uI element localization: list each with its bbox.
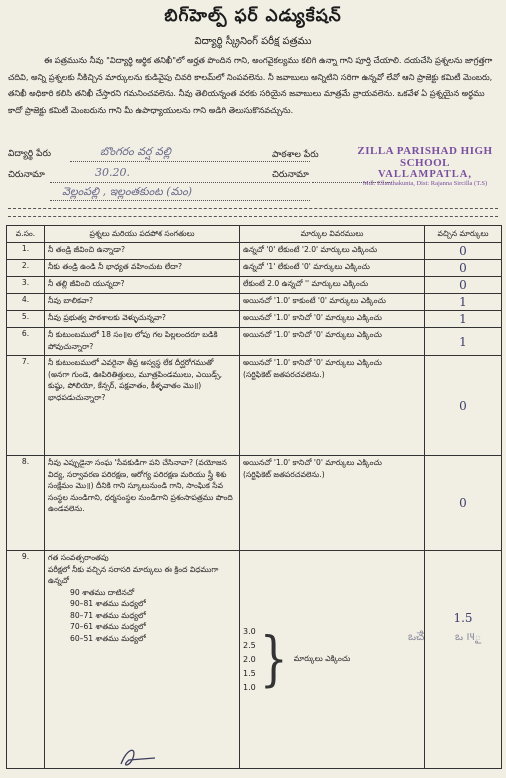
scale-values (243, 625, 256, 695)
table-row (7, 277, 502, 294)
row-number: 9. (7, 551, 45, 769)
row-score[interactable]: 0 (425, 456, 502, 551)
row-score[interactable]: 1 (425, 328, 502, 356)
range-item: 90 శాతము దాటినచో (70, 587, 135, 597)
address-label: చిరునామా (8, 170, 45, 180)
row-score[interactable]: 0 (425, 243, 502, 260)
row-question: నీవు బాలికవా? (45, 294, 240, 311)
row-question: నీ తల్లి జీవించి యున్నదా? (45, 277, 240, 294)
header-question: ప్రశ్నలు మరియు పదపోశ సంగతులు (45, 226, 240, 243)
row-number: 8. (7, 456, 45, 551)
stray-mark-2: ఒౘ (408, 630, 425, 643)
scale-value: 2.0 (243, 654, 256, 664)
row-marks-rule: అయినచో '1.0' కానిచో '0' మార్కులు ఎక్కించు (240, 328, 425, 356)
scale-value: 2.5 (243, 640, 256, 650)
range-item: 80–71 శాతము మధ్యలో (70, 610, 146, 620)
certificate-note: (సర్టిఫికెట్ జతపరచవలెను.) (243, 369, 325, 379)
form-title: బిగ్‌హెల్ప్ ఫర్ ఎడ్యుకేషన్ (164, 6, 342, 26)
address-value-1: 30.20. (95, 166, 130, 179)
stamp-line-1: ZILLA PARISHAD HIGH SCHOOL (357, 145, 493, 169)
row-number: 4. (7, 294, 45, 311)
row9-heading: గత సంవత్సరాంతపు (48, 553, 109, 562)
row-marks-rule: అయినచో '1.0' కాకుంటే '0' మార్కులు ఎక్కించు (240, 294, 425, 311)
header-score: వచ్చిన మార్కులు (425, 226, 502, 243)
row-number: 5. (7, 311, 45, 328)
table-row (7, 311, 502, 328)
instructions-paragraph: ఈ పత్రమును నీవు "విద్యార్థి ఆర్థిక తనిఖీ"లో అర్హత పొందిన గాని, అంగవైకల్యము కలిగి ఉన్నా గాని పూర్తి చేయాలి. దయచేసి ప్రశ్నలను జాగ్రత్తగా చదివి, అన్ని ప్రశ్నలకు నీకిచ్చిన మార్కులను కుడివైపు చివరి కాలమ్‌లో నింపవలెను. నీ జవాబులు అన్నిటిని సరిగా ఉన్నవో లేవో ఆని ప్రాజెక్టు కమిటీ మెంబరు, తనిఖీ అధికారి కలిసి తనిఖీ చేస్తారని గమనించవలెను. నీవు తెలియన్నంత వరకు సరియైన జవాబులు మాత్రమే వ్రాయవలెను. ఒకవేళ ఏ ప్రశ్నయైన అర్థము కాదో ప్రాజెక్టు కమిటీ మెంబరును గాని మీ ఉపాధ్యాయులను గాని అడిగి తెలుసుకొనవచ్చును. (8, 55, 493, 115)
row-marks-rule: లేకుంటే 2.0 ఉన్నచో '' మార్కులు ఎక్కించు (240, 277, 425, 294)
school-stamp (345, 145, 505, 187)
address-value-2: వెల్లంపల్లి , ఇల్లంతకుంట (మం) (62, 185, 192, 198)
table-row (7, 243, 502, 260)
row-score[interactable]: 0 (425, 356, 502, 456)
row-score[interactable]: 0 (425, 277, 502, 294)
school-address-label: చిరునామా (272, 170, 309, 180)
table-row (7, 456, 502, 551)
row-number: 1. (7, 243, 45, 260)
header-serial: వ.సం. (7, 226, 45, 243)
student-name-value: బొంగరం వర్ష వల్లి (100, 145, 171, 158)
marks-rule-text: అయినచో '1.0' కానిచో '0' మార్కులు ఎక్కించు (243, 458, 382, 467)
table-row (7, 551, 502, 769)
scale-value: 3.0 (243, 626, 256, 636)
row-marks-rule (240, 356, 425, 456)
row-marks-rule (240, 456, 425, 551)
row-question: నీకు తండ్రి ఉండి నీ భాధ్యత వహించుట లేదా? (45, 260, 240, 277)
student-name-label: విద్యార్థి పేరు (8, 149, 51, 159)
row-question: నీ కుటుంబములో ఎవరైనా తీవ్ర అస్వస్థ లేక దీర్ఘరోగముతో (అనగా గుండె, ఊపిరితిత్తులు, మూత్రపిండములు, ఎయిడ్స్, కుష్ఠు, పోలియో, కేన్సర్, పక్షవాతం, కీళ్ళవాతం మొ॥) భాధపడుచున్నారా? (45, 356, 240, 456)
row-number: 6. (7, 328, 45, 356)
marks-scale (243, 625, 421, 695)
range-item: 90–81 శాతము మధ్యలో (70, 599, 146, 608)
brace-icon: } (259, 624, 288, 694)
scale-value: 1.5 (243, 668, 256, 678)
stray-mark-1: ఒ ౹౺ౖ (455, 630, 482, 643)
stamp-line-2: VALLAMPATLA, (378, 169, 472, 180)
header-marks: మార్కుల వివరములు (240, 226, 425, 243)
table-row (7, 356, 502, 456)
row-question: నీవు ప్రభుత్వ పాఠశాలకు వెళ్ళుచున్నవా? (45, 311, 240, 328)
row-marks-rule: ఉన్నచో '0' లేకుంటే '2.0' మార్కులు ఎక్కించు (240, 243, 425, 260)
row-question: నీ కుటుంబములో 18 సం॥ల లోపు గల పిల్లలందరూ బడికి పోవుచున్నారా? (45, 328, 240, 356)
certificate-note: (సర్టిఫికెట్ జతపరచవలెను.) (243, 469, 325, 479)
row-number: 3. (7, 277, 45, 294)
scale-value: 1.0 (243, 682, 256, 692)
range-item: 70–61 శాతము మధ్యలో (70, 622, 146, 631)
row-score[interactable]: 1.5 (425, 551, 502, 769)
marks-rule-text: అయినచో '1.0' కానిచో '0' మార్కులు ఎక్కించు (243, 358, 382, 367)
row-number: 2. (7, 260, 45, 277)
row-number: 7. (7, 356, 45, 456)
row-question: నీవు ఎప్పుడైనా సంఘ 'సేవకుడిగా పని చేసినావా? (వయోజన విద్య, సర్వావరణ పరిరక్షణ, ఆరోగ్య పరిరక్షణ మరియు స్త్రీ శిశు సంక్షేమం మొ॥) దీనికి గాని స్కూలునుండి గాని, సాంఘిక సేవ సంస్థల నుండిగాని, ధర్మసంస్థల నుండిగాని ప్రశంసాపత్రము పొంది ఉండవలెను. (45, 456, 240, 551)
stamp-line-3: Mdl: Ellanthakunta, Dist: Rajanna Sircilla (T.S) (362, 180, 488, 187)
table-row (7, 328, 502, 356)
row-question: నీ తండ్రి జీవించి ఉన్నాడా? (45, 243, 240, 260)
scale-label: మార్కులు ఎక్కించు (293, 654, 351, 663)
row-score[interactable]: 1 (425, 311, 502, 328)
row-marks-rule: ఉన్నచో '1' లేకుంటే '0' మార్కులు ఎక్కించు (240, 260, 425, 277)
table-row (7, 294, 502, 311)
table-header-row (7, 226, 502, 243)
divider-dashed-2 (8, 216, 498, 217)
row-question (45, 551, 240, 769)
table-row (7, 260, 502, 277)
signature-mark (115, 744, 163, 770)
row-score[interactable]: 0 (425, 260, 502, 277)
row-score[interactable]: 1 (425, 294, 502, 311)
form-subtitle: విద్యార్థి స్క్రీనింగ్ పరీక్ష పత్రము (194, 36, 312, 47)
row9-intro: పరీక్షలో నీకు వచ్చిన సరాసరి మార్కులు ఈ క్రింద విధముగా ఉన్నచో (48, 564, 219, 585)
screening-table (6, 225, 502, 769)
address-line-1 (50, 182, 310, 183)
range-item: 60–51 శాతము మధ్యలో (70, 633, 146, 643)
school-name-label: పాఠశాల పేరు (272, 150, 319, 160)
row-marks-rule: అయినచో '1.0' కానిచో '0' మార్కులు ఎక్కించు (240, 311, 425, 328)
row-marks-rule (240, 551, 425, 769)
divider-dashed-1 (8, 208, 498, 209)
